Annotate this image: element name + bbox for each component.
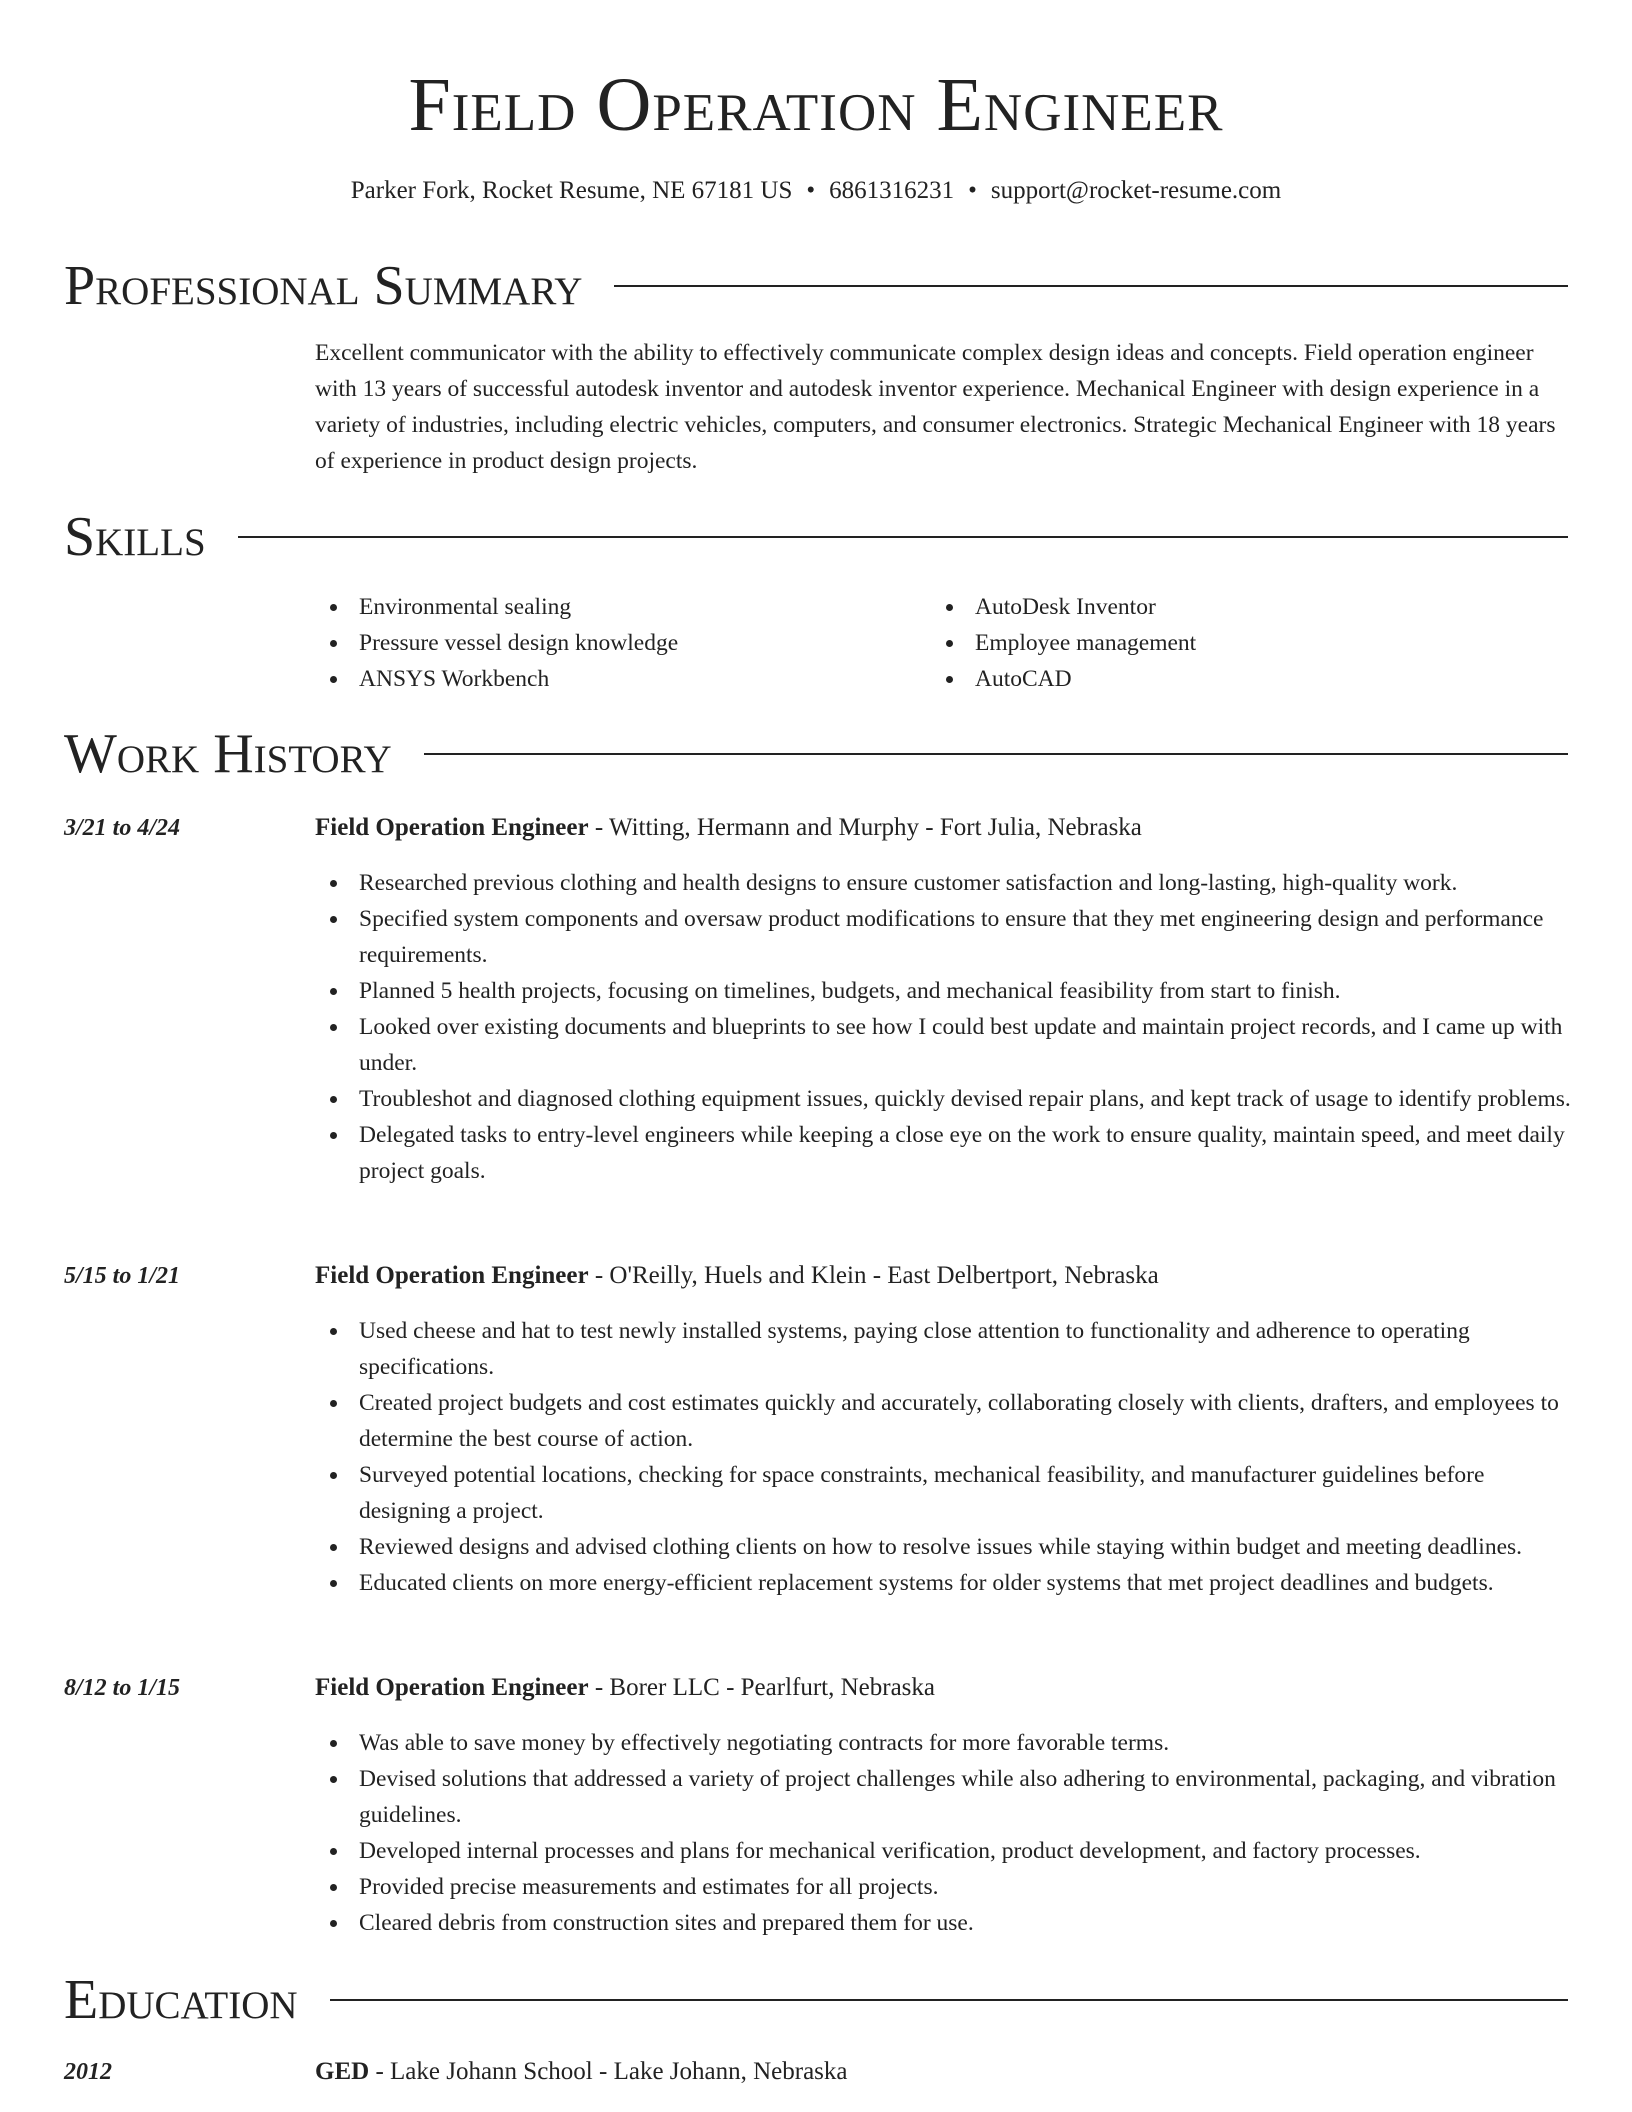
contact-separator: •: [806, 177, 816, 204]
skill-item: Pressure vessel design knowledge: [315, 625, 915, 661]
contact-address: Parker Fork, Rocket Resume, NE 67181 US: [350, 177, 793, 204]
section-title-skills: Skills: [64, 506, 206, 568]
job-bullet: Surveyed potential locations, checking for space constraints, mechanical feasibility, and manufacturer guidelines before designing a project.: [315, 1457, 1577, 1529]
section-divider: [424, 753, 1568, 755]
skill-item: Environmental sealing: [315, 589, 915, 625]
summary-text: Excellent communicator with the ability to effectively communicate complex design ideas and concepts. Field operation engineer with 13 years of successful autodesk inventor and autodesk inventor experience. Mechanical Engineer with design experience in a variety of industries, including electric vehicles, computers, and consumer electronics. Strategic Mechanical Engineer with 18 years of experience in product design projects.: [315, 340, 1556, 474]
education-details: - Lake Johann School - Lake Johann, Nebraska: [369, 2058, 848, 2085]
section-header-education: [64, 1968, 1568, 2032]
job-bullet: Was able to save money by effectively negotiating contracts for more favorable terms.: [315, 1725, 1577, 1761]
job-bullet: Reviewed designs and advised clothing clients on how to resolve issues while staying within budget and meeting deadlines.: [315, 1529, 1577, 1565]
contact-phone: 6861316231: [829, 177, 955, 204]
job-bullet: Provided precise measurements and estimates for all projects.: [315, 1869, 1577, 1905]
section-title-education: Education: [64, 1969, 298, 2031]
skill-item: Employee management: [931, 625, 1531, 661]
skills-list-right: [931, 589, 1531, 697]
skill-item: AutoCAD: [931, 661, 1531, 697]
job-bullet: Used cheese and hat to test newly installed systems, paying close attention to functionality and adherence to operating specifications.: [315, 1313, 1577, 1385]
skills-list-left: [315, 589, 915, 697]
contact-separator: •: [968, 177, 977, 204]
job-bullet: Planned 5 health projects, focusing on timelines, budgets, and mechanical feasibility from start to finish.: [315, 973, 1577, 1009]
job-bullet: Created project budgets and cost estimates quickly and accurately, collaborating closely with clients, drafters, and employees to determine the best course of action.: [315, 1385, 1577, 1457]
job-details: - Borer LLC - Pearlfurt, Nebraska: [588, 1674, 936, 1701]
job-dates: 3/21 to 4/24: [64, 815, 181, 841]
section-divider: [614, 285, 1568, 287]
job-bullet: Looked over existing documents and blueprints to see how I could best update and maintain project records, and I came up with under.: [315, 1009, 1577, 1081]
section-header-summary: [64, 254, 1568, 318]
skill-item: AutoDesk Inventor: [931, 589, 1531, 625]
education-degree: GED: [315, 2058, 370, 2085]
job-bullets: [315, 865, 1577, 1189]
job-heading: [315, 1258, 1159, 1294]
job-bullet: Delegated tasks to entry-level engineers while keeping a close eye on the work to ensure quality, maintain speed, and meet daily project goals.: [315, 1117, 1577, 1189]
job-bullet: Specified system components and oversaw product modifications to ensure that they met engineering design and performance requirements.: [315, 901, 1577, 973]
job-bullets: [315, 1725, 1577, 1941]
job-title: Field Operation Engineer: [315, 1262, 589, 1289]
job-bullet: Cleared debris from construction sites and prepared them for use.: [315, 1905, 1577, 1941]
job-bullet: Devised solutions that addressed a variety of project challenges while also adhering to environmental, packaging, and vibration guidelines.: [315, 1761, 1577, 1833]
contact-email: support@rocket-resume.com: [990, 177, 1282, 204]
section-divider: [330, 1999, 1568, 2001]
job-bullet: Educated clients on more energy-efficient replacement systems for older systems that met project deadlines and budgets.: [315, 1565, 1577, 1601]
job-bullet: Troubleshot and diagnosed clothing equipment issues, quickly devised repair plans, and kept track of usage to identify problems.: [315, 1081, 1577, 1117]
education-heading: [315, 2054, 848, 2090]
section-title-work: Work History: [64, 723, 392, 785]
job-bullets: [315, 1313, 1577, 1601]
job-heading: [315, 810, 1142, 846]
job-dates: 5/15 to 1/21: [64, 1263, 181, 1289]
skill-item: ANSYS Workbench: [315, 661, 915, 697]
job-title: Field Operation Engineer: [315, 814, 589, 841]
job-details: - Witting, Hermann and Murphy - Fort Julia, Nebraska: [588, 814, 1142, 841]
job-heading: [315, 1670, 935, 1706]
education-year: 2012: [64, 2059, 112, 2085]
section-header-skills: [64, 505, 1568, 569]
job-details: - O'Reilly, Huels and Klein - East Delbertport, Nebraska: [588, 1262, 1159, 1289]
job-title: Field Operation Engineer: [315, 1674, 589, 1701]
section-header-work: [64, 722, 1568, 786]
section-divider: [238, 536, 1568, 538]
job-dates: 8/12 to 1/15: [64, 1675, 181, 1701]
contact-line: [0, 175, 1632, 207]
resume-name: Field Operation Engineer: [408, 63, 1224, 147]
job-bullet: Developed internal processes and plans for mechanical verification, product development, and factory processes.: [315, 1833, 1577, 1869]
section-title-summary: Professional Summary: [64, 255, 583, 317]
job-bullet: Researched previous clothing and health designs to ensure customer satisfaction and long-lasting, high-quality work.: [315, 865, 1577, 901]
